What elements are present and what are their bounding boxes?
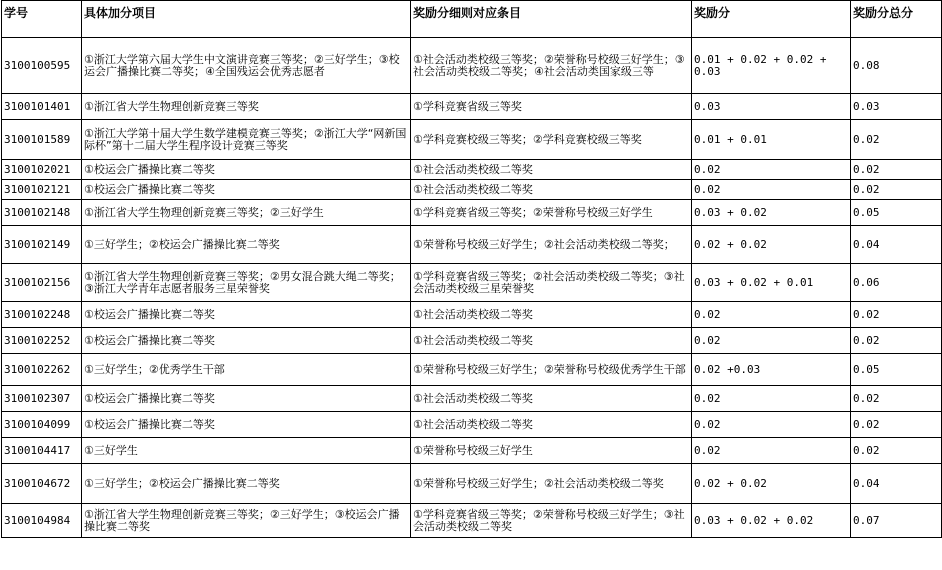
total-points-cell[interactable]: 0.02: [851, 386, 942, 412]
total-points-cell[interactable]: 0.04: [851, 226, 942, 264]
table-row: [2, 264, 942, 302]
award-items-cell[interactable]: ①浙江大学第六届大学生中文演讲竞赛三等奖；②三好学生；③校运会广播操比赛二等奖；④全国残运会优秀志愿者: [82, 38, 411, 94]
award-items-cell[interactable]: ①浙江大学第十届大学生数学建模竞赛三等奖；②浙江大学“网新国际杯”第十二届大学生程序设计竞赛三等奖: [82, 120, 411, 160]
header-student-id[interactable]: 学号: [2, 1, 82, 38]
award-items-cell[interactable]: ①三好学生；②校运会广播操比赛二等奖: [82, 226, 411, 264]
student-id-cell[interactable]: 3100104417: [2, 438, 82, 464]
student-id-cell[interactable]: 3100102248: [2, 302, 82, 328]
table-row: [2, 302, 942, 328]
award-items-cell[interactable]: ①校运会广播操比赛二等奖: [82, 302, 411, 328]
award-items-cell[interactable]: ①校运会广播操比赛二等奖: [82, 386, 411, 412]
total-points-cell[interactable]: 0.02: [851, 302, 942, 328]
rule-entries-cell[interactable]: ①社会活动类校级二等奖: [411, 302, 692, 328]
rule-entries-cell[interactable]: ①学科竞赛省级三等奖；②荣誉称号校级三好学生: [411, 200, 692, 226]
points-cell[interactable]: 0.02 + 0.02: [692, 226, 851, 264]
points-cell[interactable]: 0.02: [692, 438, 851, 464]
table-row: [2, 412, 942, 438]
table-row: [2, 38, 942, 94]
total-points-cell[interactable]: 0.08: [851, 38, 942, 94]
points-cell[interactable]: 0.02: [692, 180, 851, 200]
header-rule-entries[interactable]: 奖励分细则对应条目: [411, 1, 692, 38]
student-id-cell[interactable]: 3100101401: [2, 94, 82, 120]
points-cell[interactable]: 0.02 +0.03: [692, 354, 851, 386]
student-id-cell[interactable]: 3100102149: [2, 226, 82, 264]
rule-entries-cell[interactable]: ①社会活动类校级二等奖: [411, 386, 692, 412]
student-id-cell[interactable]: 3100102156: [2, 264, 82, 302]
points-cell[interactable]: 0.03 + 0.02: [692, 200, 851, 226]
award-items-cell[interactable]: ①校运会广播操比赛二等奖: [82, 328, 411, 354]
student-id-cell[interactable]: 3100102021: [2, 160, 82, 180]
award-items-cell[interactable]: ①浙江省大学生物理创新竞赛三等奖；②男女混合跳大绳二等奖；③浙江大学青年志愿者服务三星荣誉奖: [82, 264, 411, 302]
total-points-cell[interactable]: 0.02: [851, 328, 942, 354]
student-id-cell[interactable]: 3100102148: [2, 200, 82, 226]
rule-entries-cell[interactable]: ①荣誉称号校级三好学生；②社会活动类校级二等奖: [411, 464, 692, 504]
points-cell[interactable]: 0.02: [692, 328, 851, 354]
student-id-cell[interactable]: 3100102307: [2, 386, 82, 412]
award-items-cell[interactable]: ①三好学生: [82, 438, 411, 464]
table-row: [2, 160, 942, 180]
student-id-cell[interactable]: 3100102121: [2, 180, 82, 200]
rule-entries-cell[interactable]: ①社会活动类校级二等奖: [411, 160, 692, 180]
rule-entries-cell[interactable]: ①学科竞赛省级三等奖: [411, 94, 692, 120]
total-points-cell[interactable]: 0.02: [851, 412, 942, 438]
total-points-cell[interactable]: 0.02: [851, 120, 942, 160]
rule-entries-cell[interactable]: ①学科竞赛校级三等奖；②学科竞赛校级三等奖: [411, 120, 692, 160]
award-items-cell[interactable]: ①浙江省大学生物理创新竞赛三等奖；②三好学生；③校运会广播操比赛二等奖: [82, 504, 411, 538]
points-cell[interactable]: 0.01 + 0.02 + 0.02 + 0.03: [692, 38, 851, 94]
student-id-cell[interactable]: 3100102262: [2, 354, 82, 386]
table-row: [2, 226, 942, 264]
student-id-cell[interactable]: 3100100595: [2, 38, 82, 94]
table-row: [2, 386, 942, 412]
table-row: [2, 94, 942, 120]
header-points[interactable]: 奖励分: [692, 1, 851, 38]
rule-entries-cell[interactable]: ①社会活动类校级三等奖；②荣誉称号校级三好学生；③社会活动类校级二等奖；④社会活动类国家级三等: [411, 38, 692, 94]
total-points-cell[interactable]: 0.02: [851, 438, 942, 464]
student-id-cell[interactable]: 3100104099: [2, 412, 82, 438]
points-cell[interactable]: 0.02: [692, 412, 851, 438]
table-row: [2, 464, 942, 504]
table-row: [2, 180, 942, 200]
points-cell[interactable]: 0.02: [692, 160, 851, 180]
table-row: [2, 354, 942, 386]
total-points-cell[interactable]: 0.05: [851, 200, 942, 226]
points-cell[interactable]: 0.02 + 0.02: [692, 464, 851, 504]
header-row: [2, 1, 942, 38]
bonus-points-table: [1, 0, 942, 538]
rule-entries-cell[interactable]: ①荣誉称号校级三好学生；②荣誉称号校级优秀学生干部: [411, 354, 692, 386]
points-cell[interactable]: 0.03 + 0.02 + 0.02: [692, 504, 851, 538]
student-id-cell[interactable]: 3100104672: [2, 464, 82, 504]
rule-entries-cell[interactable]: ①社会活动类校级二等奖: [411, 180, 692, 200]
table-row: [2, 438, 942, 464]
table-row: [2, 120, 942, 160]
rule-entries-cell[interactable]: ①学科竞赛省级三等奖；②社会活动类校级二等奖；③社会活动类校级三星荣誉奖: [411, 264, 692, 302]
total-points-cell[interactable]: 0.07: [851, 504, 942, 538]
award-items-cell[interactable]: ①校运会广播操比赛二等奖: [82, 160, 411, 180]
table-body: [2, 38, 942, 538]
award-items-cell[interactable]: ①校运会广播操比赛二等奖: [82, 412, 411, 438]
total-points-cell[interactable]: 0.04: [851, 464, 942, 504]
table-row: [2, 504, 942, 538]
points-cell[interactable]: 0.02: [692, 302, 851, 328]
total-points-cell[interactable]: 0.05: [851, 354, 942, 386]
points-cell[interactable]: 0.01 + 0.01: [692, 120, 851, 160]
total-points-cell[interactable]: 0.03: [851, 94, 942, 120]
total-points-cell[interactable]: 0.02: [851, 180, 942, 200]
table-row: [2, 200, 942, 226]
student-id-cell[interactable]: 3100101589: [2, 120, 82, 160]
award-items-cell[interactable]: ①三好学生；②优秀学生干部: [82, 354, 411, 386]
award-items-cell[interactable]: ①三好学生；②校运会广播操比赛二等奖: [82, 464, 411, 504]
award-items-cell[interactable]: ①浙江省大学生物理创新竞赛三等奖；②三好学生: [82, 200, 411, 226]
rule-entries-cell[interactable]: ①荣誉称号校级三好学生；②社会活动类校级二等奖；: [411, 226, 692, 264]
total-points-cell[interactable]: 0.02: [851, 160, 942, 180]
award-items-cell[interactable]: ①浙江省大学生物理创新竞赛三等奖: [82, 94, 411, 120]
student-id-cell[interactable]: 3100104984: [2, 504, 82, 538]
student-id-cell[interactable]: 3100102252: [2, 328, 82, 354]
table-row: [2, 328, 942, 354]
award-items-cell[interactable]: ①校运会广播操比赛二等奖: [82, 180, 411, 200]
points-cell[interactable]: 0.03: [692, 94, 851, 120]
rule-entries-cell[interactable]: ①社会活动类校级二等奖: [411, 328, 692, 354]
rule-entries-cell[interactable]: ①学科竞赛省级三等奖；②荣誉称号校级三好学生；③社会活动类校级二等奖: [411, 504, 692, 538]
points-cell[interactable]: 0.02: [692, 386, 851, 412]
header-award-items[interactable]: 具体加分项目: [82, 1, 411, 38]
header-total-points[interactable]: 奖励分总分: [851, 1, 942, 38]
rule-entries-cell[interactable]: ①社会活动类校级二等奖: [411, 412, 692, 438]
rule-entries-cell[interactable]: ①荣誉称号校级三好学生: [411, 438, 692, 464]
points-cell[interactable]: 0.03 + 0.02 + 0.01: [692, 264, 851, 302]
total-points-cell[interactable]: 0.06: [851, 264, 942, 302]
